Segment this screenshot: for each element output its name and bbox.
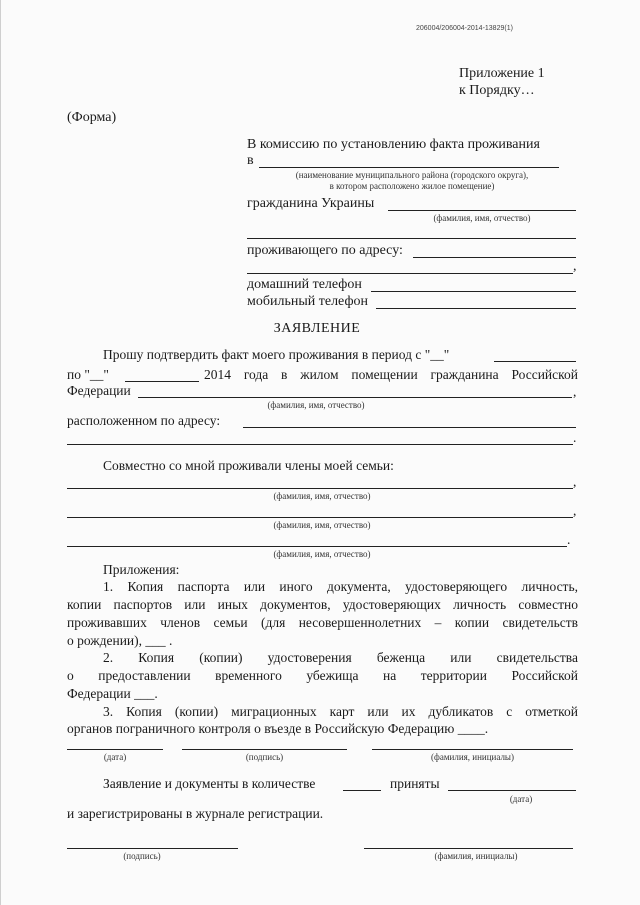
mobile-phone-field[interactable] [376, 308, 576, 309]
family-comma-1: , [573, 474, 577, 489]
located-address-field-1[interactable] [243, 427, 576, 428]
located-address-field-2[interactable] [67, 444, 573, 445]
citizen-fio-field-2[interactable] [247, 238, 576, 239]
mobile-phone-label: мобильный телефон [247, 294, 369, 309]
commission-line: В комиссию по установлению факта проживания [247, 137, 540, 152]
family-hint-1: (фамилия, имя, отчество) [273, 491, 371, 501]
address-field-2[interactable] [247, 273, 573, 274]
documents-count-field[interactable] [343, 790, 381, 791]
attachments-heading: Приложения: [103, 562, 180, 577]
family-hint-2: (фамилия, имя, отчество) [273, 520, 371, 530]
acceptance-date-hint: (дата) [509, 794, 533, 804]
request-line-2b: 2014 года в жилом помещении гражданина Российской [204, 367, 578, 382]
citizen-fio-field[interactable] [388, 210, 576, 211]
document-id: 206004/206004-2014-13829(1) [416, 25, 513, 32]
municipal-hint-1: (наименование муниципального района (городского округа), [295, 170, 529, 180]
official-fio-hint: (фамилия, инициалы) [434, 851, 518, 861]
official-signature-hint: (подпись) [123, 851, 161, 861]
document-title: ЗАЯВЛЕНИЕ [273, 321, 361, 336]
acceptance-line-a: Заявление и документы в количестве [103, 776, 316, 791]
attachment-2-line-2: о предоставлении временного убежища на территории Российской [67, 668, 578, 683]
address-label: проживающего по адресу: [247, 243, 403, 258]
attachment-1-line-1: 1. Копия паспорта или иного документа, удостоверяющего личность, [103, 579, 578, 594]
official-fio-field[interactable] [364, 848, 573, 849]
home-phone-label: домашний телефон [247, 277, 362, 292]
applicant-signature-hint: (подпись) [245, 752, 284, 762]
family-comma-2: , [573, 503, 577, 518]
family-member-field-1[interactable] [67, 488, 573, 489]
acceptance-line-b: приняты [390, 776, 440, 791]
family-member-field-2[interactable] [67, 517, 573, 518]
appendix-line-1: Приложение 1 [459, 66, 545, 81]
owner-comma: , [573, 384, 577, 399]
citizen-label: гражданина Украины [247, 196, 375, 211]
attachment-3-line-1: 3. Копия (копии) миграционных карт или их дубликатов с отметкой [103, 704, 578, 719]
acceptance-date-field[interactable] [448, 790, 576, 791]
address-field-1[interactable] [413, 257, 576, 258]
attachment-2-line-1: 2. Копия (копии) удостоверения беженца или свидетельства [103, 650, 578, 665]
owner-fio-field[interactable] [138, 397, 572, 398]
in-prefix: в [247, 153, 254, 168]
applicant-date-field[interactable] [67, 749, 163, 750]
applicant-fio-field[interactable] [372, 749, 573, 750]
municipal-hint-2: в котором расположено жилое помещение) [329, 181, 495, 191]
request-line-2a: по "__" [67, 367, 109, 382]
family-label: Совместно со мной проживали члены моей семьи: [103, 458, 394, 473]
attachment-1-line-2: копии паспортов или иных документов, удостоверяющих личность совместно [67, 597, 578, 612]
family-member-field-3[interactable] [67, 546, 567, 547]
located-label: расположенном по адресу: [67, 413, 221, 428]
period-to-field[interactable] [125, 381, 199, 382]
attachment-1-line-3: проживавших членов семьи (для несовершеннолетних – копии свидетельств [67, 615, 578, 630]
attachment-2-line-3: Федерации ___. [67, 686, 158, 701]
address-comma: , [573, 259, 577, 274]
attachment-3-line-2: органов пограничного контроля о въезде в Российскую Федерацию ____. [67, 721, 489, 736]
request-line-1: Прошу подтвердить факт моего проживания в период с "__" [103, 347, 450, 362]
form-label: (Форма) [67, 110, 117, 125]
located-period: . [573, 430, 577, 445]
citizen-fio-hint: (фамилия, имя, отчество) [433, 213, 531, 223]
official-signature-field[interactable] [67, 848, 238, 849]
appendix-line-2: к Порядку… [459, 83, 535, 98]
attachment-1-line-4: о рождении), ___ . [67, 633, 173, 648]
owner-fio-hint: (фамилия, имя, отчество) [267, 400, 365, 410]
request-line-3: Федерации [67, 383, 131, 398]
applicant-signature-field[interactable] [182, 749, 347, 750]
home-phone-field[interactable] [371, 291, 576, 292]
family-period-3: . [567, 532, 571, 547]
applicant-date-hint: (дата) [103, 752, 127, 762]
registered-line: и зарегистрированы в журнале регистрации. [67, 806, 324, 821]
family-hint-3: (фамилия, имя, отчество) [273, 549, 371, 559]
applicant-fio-hint: (фамилия, инициалы) [431, 752, 514, 762]
period-from-field[interactable] [494, 361, 576, 362]
municipal-field[interactable] [259, 167, 559, 168]
